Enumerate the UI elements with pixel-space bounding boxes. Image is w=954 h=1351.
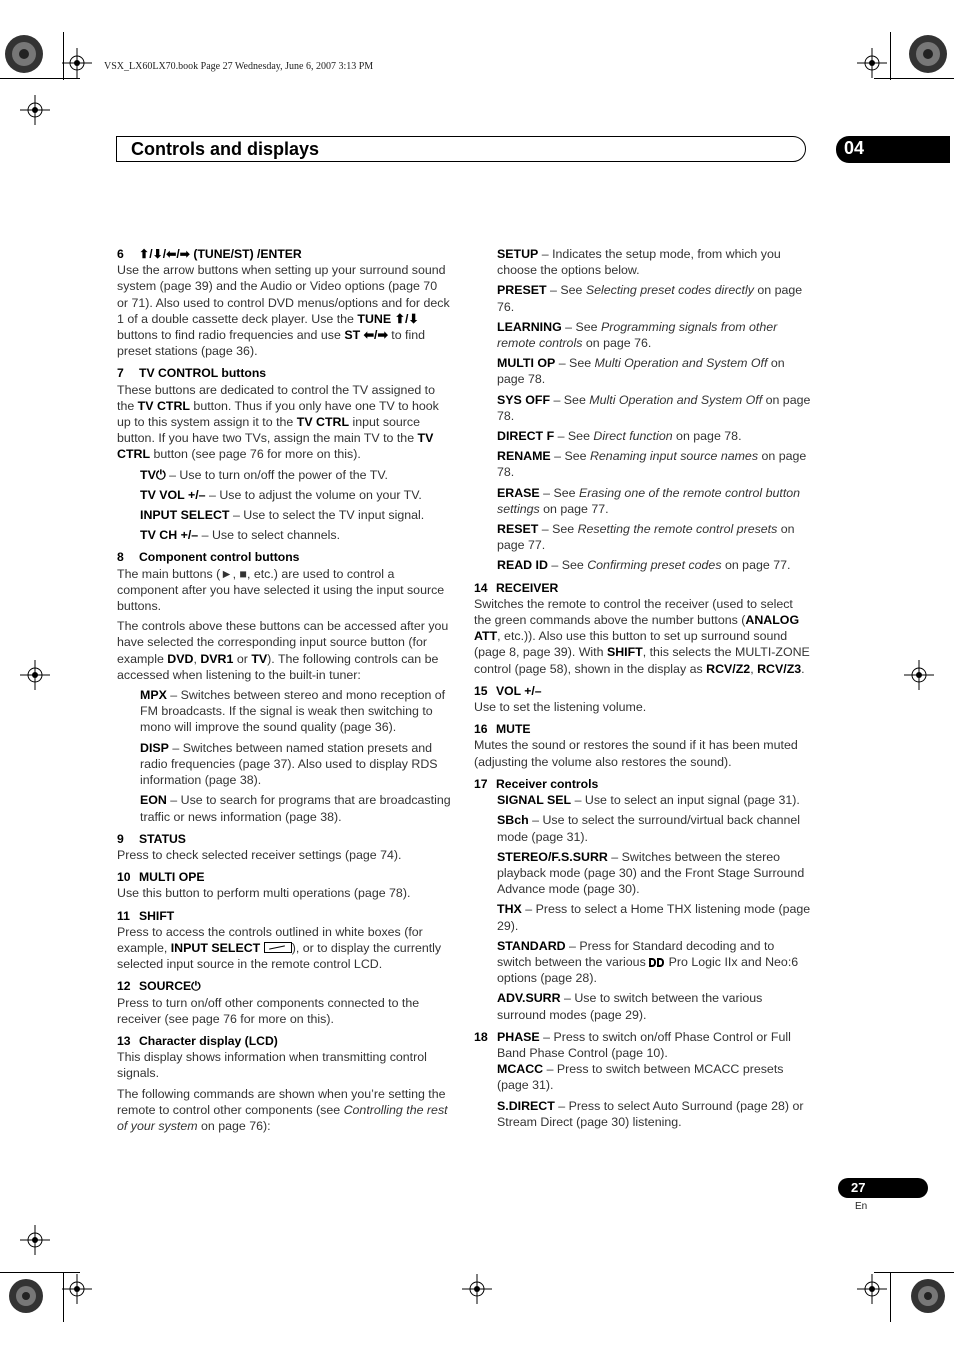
list-item: ADV.SURR – Use to switch between the various surround modes (page 29). (497, 991, 763, 1022)
paragraph: Use to set the listening volume. (474, 700, 647, 715)
paragraph: Press to access the controls outlined in white boxes (for example, INPUT SELECT ), or to display the currently selected input source in the remote control LCD. (117, 924, 442, 972)
crosshair-icon (62, 1274, 92, 1304)
crosshair-icon (857, 48, 887, 78)
crop-line (0, 78, 80, 79)
registration-mark-top-left (0, 30, 60, 90)
up-down-arrow-icon: ⬆/⬇ (394, 311, 419, 326)
paragraph: These buttons are dedicated to control the TV assigned to the TV CTRL button. Thus if you only have one TV to hook up to this system assign it to the TV CTRL input source button. If you have two TVs, assign the main TV to the TV CTRL button (see page 76 for more on this). (117, 382, 439, 462)
list-item: READ ID – See Confirming preset codes on page 77. (497, 558, 791, 573)
list-item: DISP – Switches between named station presets and radio frequencies (page 37). Also used to display RDS information (page 38). (140, 740, 438, 788)
section-heading: 14 RECEIVER (474, 580, 559, 595)
chapter-number: 04 (836, 136, 950, 163)
list-item: ERASE – See Erasing one of the remote control button settings on page 77. (497, 485, 801, 516)
crop-line (63, 1272, 64, 1322)
section-header (116, 136, 806, 162)
crop-line (890, 32, 891, 80)
crosshair-icon (857, 1274, 887, 1304)
registration-mark-bottom-right (904, 1272, 954, 1332)
section-number: 18 (474, 1029, 488, 1044)
list-item: TV CH +/– – Use to select channels. (140, 528, 341, 543)
crop-line (874, 78, 954, 79)
list-item: SETUP – Indicates the setup mode, from which you choose the options below. (497, 247, 781, 278)
left-right-arrow-icon: ⬅/➡ (363, 328, 388, 343)
list-item: STANDARD – Press for Standard decoding and to switch between the various Pro Logic IIx and Neo:6 options (page 28). (497, 938, 799, 986)
paragraph: The main buttons (►, ■, etc.) are used to control a component after you have selected it using the input source buttons. (117, 566, 445, 614)
paragraph: Press to turn on/off other components connected to the receiver (see page 76 for more on this). (117, 995, 420, 1026)
list-item: TV⏻ – Use to turn on/off the power of the TV. (140, 467, 388, 482)
paragraph: Mutes the sound or restores the sound if it has been muted (adjusting the volume also restores the sound). (474, 738, 798, 769)
list-item: DIRECT F – See Direct function on page 78. (497, 429, 742, 444)
list-item: RENAME – See Renaming input source names on page 78. (497, 449, 807, 480)
registration-mark-bottom-left (0, 1270, 60, 1330)
list-item: PRESET – See Selecting preset codes directly on page 76. (497, 283, 803, 314)
section-heading: 15 VOL +/– (474, 683, 542, 698)
paragraph: The following commands are shown when you’re setting the remote to control other components (see Controlling the rest of your system on page 76): (117, 1086, 448, 1133)
list-item: SYS OFF – See Multi Operation and System Off on page 78. (497, 392, 811, 423)
crosshair-icon (20, 1225, 50, 1255)
crosshair-icon (904, 660, 934, 690)
page-number: 27 (838, 1178, 928, 1198)
registration-mark-top-right (904, 30, 954, 90)
section-heading: 13 Character display (LCD) (117, 1033, 278, 1048)
section-heading: 7 TV CONTROL buttons (117, 366, 267, 381)
list-item: MPX – Switches between stereo and mono reception of FM broadcasts. If the signal is weak then switching to mono will improve the sound quality (page 36). (140, 688, 446, 735)
arrow-keys-icon: ⬆/⬇/⬅/➡ (139, 247, 191, 261)
paragraph: Use this button to perform multi operations (page 78). (117, 886, 411, 901)
page-title: Controls and displays (131, 139, 320, 159)
list-item: STEREO/F.S.SURR – Switches between the stereo playback mode (page 30) and the Front Stage Surround Advance mode (page 30). (497, 849, 805, 897)
power-icon: ⏻ (155, 467, 166, 482)
input-select-icon (264, 942, 292, 953)
dolby-logo-icon (649, 955, 665, 969)
list-item: EON – Use to search for programs that are broadcasting traffic or news information (page 38). (140, 793, 451, 824)
crop-line (0, 1272, 80, 1273)
play-stop-icon: ►, ■ (220, 566, 247, 581)
print-info: VSX_LX60LX70.book Page 27 Wednesday, June 6, 2007 3:13 PM (104, 61, 374, 72)
section-heading: 11 SHIFT (117, 908, 175, 923)
crosshair-icon (462, 1274, 492, 1304)
crosshair-icon (20, 660, 50, 690)
paragraph: Press to check selected receiver settings (page 74). (117, 847, 402, 862)
section-18 (474, 1029, 812, 1130)
section-heading: 12 SOURCE⏻ (117, 979, 201, 994)
paragraph: The controls above these buttons can be accessed after you have selected the corresponding input source button (for example DVD, DVR1 or TV). The following controls can be accessed when listening to the built-in tuner: (117, 619, 449, 682)
paragraph: This display shows information when transmitting control signals. (117, 1050, 427, 1081)
list-item: LEARNING – See Programming signals from other remote controls on page 76. (497, 319, 778, 351)
list-item: RESET – See Resetting the remote control presets on page 77. (497, 522, 795, 553)
crop-line (890, 1272, 891, 1322)
power-icon: ⏻ (191, 979, 201, 994)
paragraph: Use the arrow buttons when setting up your surround sound system (page 39) and the Audio or Video options (page 70 or 71). Also used to control DVD menus/options and for deck 1 of a double cassette deck player. Use the TUNE ⬆/⬇ buttons to find radio frequencies and use ST ⬅/➡ to find preset stations (page 36). (117, 263, 450, 359)
section-heading: 10 MULTI OPE (117, 870, 205, 885)
paragraph: Switches the remote to control the receiver (used to select the green commands above the number buttons (ANALOG ATT, etc.)). Also use this button to set up surround sound (page 8, page 39). With SHIFT, this selects the MULTI-ZONE control (page 58), shown in the display as RCV/Z2, RCV/Z3. (474, 596, 810, 676)
crop-line (874, 1272, 954, 1273)
crosshair-icon (62, 48, 92, 78)
crop-line (63, 32, 64, 80)
right-column (474, 246, 812, 1130)
left-column (117, 246, 451, 1138)
list-item: THX – Press to select a Home THX listening mode (page 29). (497, 902, 811, 933)
list-item: SBch – Use to select the surround/virtual back channel mode (page 31). (497, 813, 801, 844)
section-heading: 6 ⬆/⬇/⬅/➡ (TUNE/ST) /ENTER (117, 247, 302, 261)
section-heading: 9 STATUS (117, 831, 186, 846)
list-item: S.DIRECT – Press to select Auto Surround (page 28) or Stream Direct (page 30) listening. (497, 1098, 804, 1129)
list-item: SIGNAL SEL – Use to select an input signal (page 31). (497, 793, 800, 808)
list-item: PHASE – Press to switch on/off Phase Control or Full Band Phase Control (page 10). (497, 1029, 791, 1060)
section-heading: 16 MUTE (474, 722, 531, 737)
list-item: MCACC – Press to switch between MCACC presets (page 31). (497, 1062, 784, 1093)
list-item: TV VOL +/– – Use to adjust the volume on your TV. (140, 487, 422, 502)
list-item: MULTI OP – See Multi Operation and System Off on page 78. (497, 356, 785, 387)
section-heading: 17 Receiver controls (474, 776, 599, 791)
crosshair-icon (20, 95, 50, 125)
list-item: INPUT SELECT – Use to select the TV input signal. (140, 508, 425, 523)
section-heading: 8 Component control buttons (117, 550, 300, 565)
language-code: En (855, 1201, 868, 1212)
